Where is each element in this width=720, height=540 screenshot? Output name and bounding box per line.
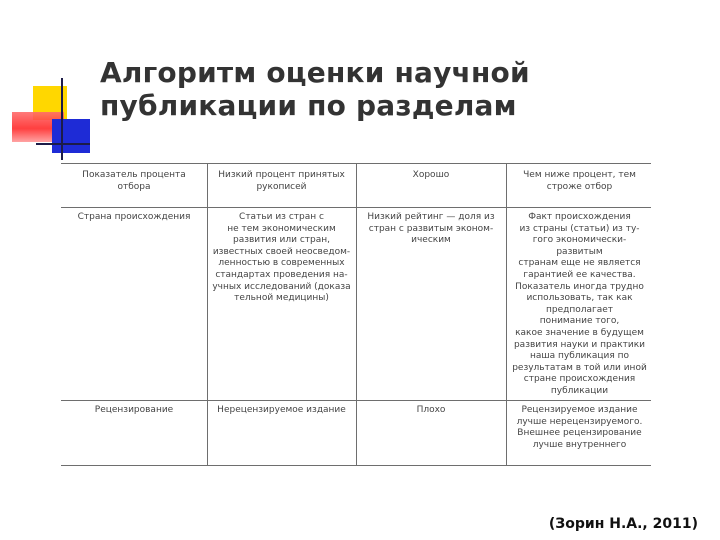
table-col-divider-1	[207, 163, 208, 466]
decor-vertical-line	[61, 78, 63, 160]
table-header-cell: Низкий процент принятых рукописей	[218, 170, 345, 192]
table-cell: Страна происхождения	[77, 212, 191, 222]
table-cell: Факт происхождения из страны (статьи) из ту- гого экономически-развитым странам еще не является гарантией ее качества. Показатель иногда трудно использовать, так как предполагает понимание того, какое значение в будущем развития науки и практики наша публикация по результатам в той или иной стране происхождения публикации	[512, 212, 647, 396]
table-cell: Низкий рейтинг — доля из стран с развитым эконом- ическим	[367, 212, 495, 246]
table-cell: Статьи из стран с не тем экономическим развития или стран, известных своей неосведом- ленностью в современных стандартах проведения на- учных исследований (доказа тельной медицины)	[212, 212, 351, 304]
table-cell: Плохо	[416, 405, 446, 415]
slide-title-line-1: Алгоритм оценки научной	[100, 56, 530, 89]
table-cell: Рецензирование	[94, 405, 174, 415]
slide-title	[100, 56, 660, 122]
decor-horizontal-line	[36, 143, 90, 145]
evaluation-table	[61, 163, 651, 466]
table-col-divider-2	[356, 163, 357, 466]
table-col-divider-3	[506, 163, 507, 466]
table-cell: Нерецензируемое издание	[217, 405, 346, 415]
table-header-cell: Хорошо	[412, 170, 450, 180]
table-cell: Рецензируемое издание лучше нерецензируемого. Внешнее рецензирование лучше внутреннего	[516, 405, 643, 450]
table-header-cell: Показатель процента отбора	[82, 170, 186, 192]
table-header-cell: Чем ниже процент, тем строже отбор	[523, 170, 636, 192]
decor-blue-square	[52, 119, 90, 153]
slide-title-line-2: публикации по разделам	[100, 89, 517, 122]
citation: (Зорин Н.А., 2011)	[548, 516, 698, 532]
